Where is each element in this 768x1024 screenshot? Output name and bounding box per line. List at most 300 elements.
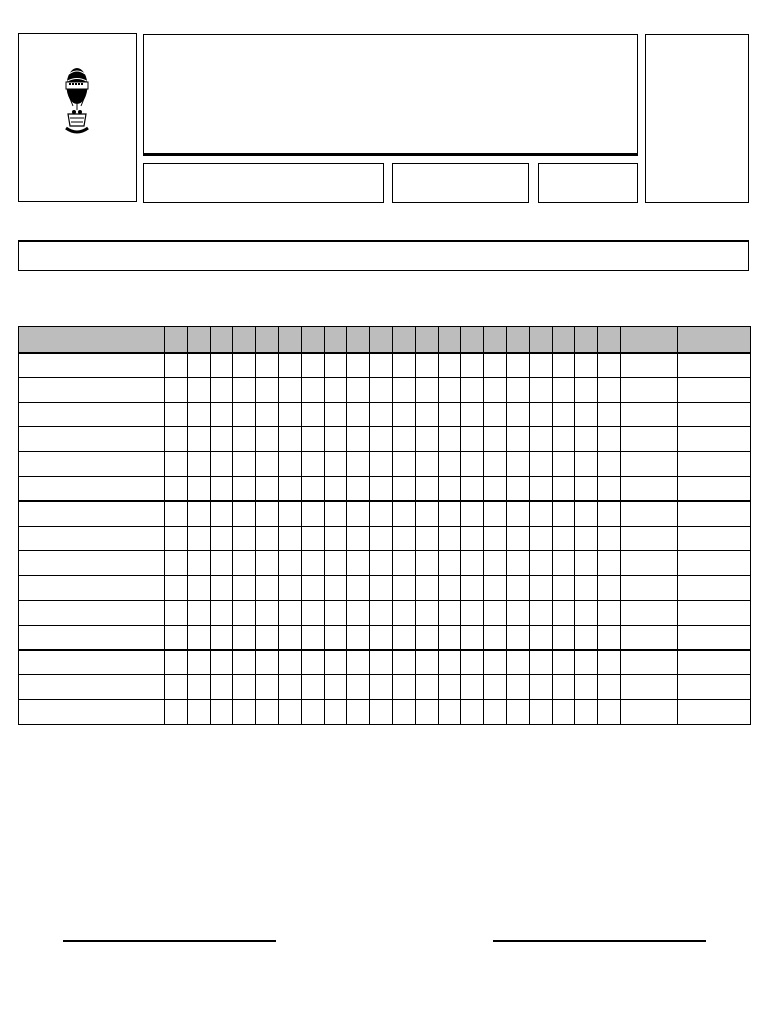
table-cell[interactable] [484,476,507,501]
table-cell[interactable] [529,476,552,501]
table-cell[interactable] [19,675,165,700]
table-cell[interactable] [598,576,621,601]
table-cell[interactable] [233,501,256,526]
table-cell[interactable] [370,402,393,427]
table-cell[interactable] [598,427,621,452]
table-cell[interactable] [552,576,575,601]
table-cell[interactable] [506,402,529,427]
table-cell[interactable] [210,402,233,427]
table-cell[interactable] [347,476,370,501]
table-cell[interactable] [620,377,677,402]
table-cell[interactable] [415,402,438,427]
table-cell[interactable] [165,675,188,700]
table-cell[interactable] [278,377,301,402]
table-cell[interactable] [392,551,415,576]
table-cell[interactable] [392,700,415,725]
table-cell[interactable] [529,576,552,601]
table-cell[interactable] [529,650,552,675]
table-cell[interactable] [301,600,324,625]
table-cell[interactable] [552,501,575,526]
table-cell[interactable] [233,551,256,576]
table-cell[interactable] [324,526,347,551]
table-cell[interactable] [324,576,347,601]
table-cell[interactable] [324,427,347,452]
table-cell[interactable] [529,675,552,700]
table-cell[interactable] [210,700,233,725]
table-cell[interactable] [347,700,370,725]
table-cell[interactable] [165,700,188,725]
table-cell[interactable] [438,427,461,452]
table-cell[interactable] [575,526,598,551]
table-cell[interactable] [187,650,210,675]
table-cell[interactable] [575,551,598,576]
table-cell[interactable] [484,377,507,402]
table-cell[interactable] [415,600,438,625]
table-cell[interactable] [461,353,484,378]
table-cell[interactable] [278,501,301,526]
table-cell[interactable] [256,576,279,601]
table-cell[interactable] [415,353,438,378]
table-cell[interactable] [620,427,677,452]
table-cell[interactable] [484,625,507,650]
table-cell[interactable] [324,402,347,427]
table-cell[interactable] [187,526,210,551]
table-cell[interactable] [233,600,256,625]
signature-line-right[interactable] [493,940,706,942]
table-cell[interactable] [415,650,438,675]
table-cell[interactable] [278,600,301,625]
table-cell[interactable] [256,675,279,700]
table-cell[interactable] [677,675,750,700]
table-cell[interactable] [278,650,301,675]
table-cell[interactable] [278,700,301,725]
table-cell[interactable] [415,501,438,526]
table-cell[interactable] [187,353,210,378]
table-cell[interactable] [415,700,438,725]
table-cell[interactable] [677,452,750,477]
table-cell[interactable] [19,576,165,601]
table-cell[interactable] [370,452,393,477]
table-cell[interactable] [620,700,677,725]
table-cell[interactable] [165,427,188,452]
table-cell[interactable] [392,625,415,650]
table-cell[interactable] [620,501,677,526]
table-cell[interactable] [506,476,529,501]
table-cell[interactable] [278,675,301,700]
table-cell[interactable] [484,600,507,625]
table-cell[interactable] [278,551,301,576]
table-cell[interactable] [210,476,233,501]
table-cell[interactable] [301,476,324,501]
table-cell[interactable] [461,452,484,477]
table-cell[interactable] [529,427,552,452]
table-cell[interactable] [347,551,370,576]
table-cell[interactable] [370,600,393,625]
table-cell[interactable] [210,452,233,477]
table-cell[interactable] [165,551,188,576]
table-cell[interactable] [506,625,529,650]
table-cell[interactable] [677,526,750,551]
table-cell[interactable] [370,650,393,675]
table-cell[interactable] [598,501,621,526]
table-cell[interactable] [484,650,507,675]
table-cell[interactable] [210,501,233,526]
table-cell[interactable] [165,501,188,526]
table-cell[interactable] [165,377,188,402]
table-cell[interactable] [438,402,461,427]
table-cell[interactable] [233,452,256,477]
table-cell[interactable] [392,650,415,675]
table-cell[interactable] [324,501,347,526]
table-cell[interactable] [19,600,165,625]
table-cell[interactable] [233,476,256,501]
table-cell[interactable] [165,353,188,378]
table-cell[interactable] [438,452,461,477]
table-cell[interactable] [324,675,347,700]
table-cell[interactable] [370,625,393,650]
table-cell[interactable] [506,576,529,601]
table-cell[interactable] [552,377,575,402]
table-cell[interactable] [19,427,165,452]
table-cell[interactable] [484,452,507,477]
table-cell[interactable] [347,452,370,477]
table-cell[interactable] [187,427,210,452]
table-cell[interactable] [438,551,461,576]
table-cell[interactable] [620,576,677,601]
table-cell[interactable] [233,353,256,378]
table-cell[interactable] [256,427,279,452]
table-cell[interactable] [529,600,552,625]
table-cell[interactable] [278,625,301,650]
table-cell[interactable] [19,402,165,427]
table-cell[interactable] [278,576,301,601]
table-cell[interactable] [210,650,233,675]
table-cell[interactable] [370,551,393,576]
table-cell[interactable] [506,600,529,625]
table-cell[interactable] [370,700,393,725]
table-cell[interactable] [529,402,552,427]
table-cell[interactable] [415,377,438,402]
table-cell[interactable] [438,377,461,402]
table-cell[interactable] [438,675,461,700]
table-cell[interactable] [620,650,677,675]
table-cell[interactable] [598,625,621,650]
table-cell[interactable] [575,700,598,725]
table-cell[interactable] [392,576,415,601]
table-cell[interactable] [165,476,188,501]
table-cell[interactable] [552,526,575,551]
table-cell[interactable] [256,600,279,625]
table-cell[interactable] [484,551,507,576]
table-cell[interactable] [598,551,621,576]
table-cell[interactable] [210,427,233,452]
table-cell[interactable] [677,600,750,625]
table-cell[interactable] [461,675,484,700]
header-field-a[interactable] [143,163,384,203]
table-cell[interactable] [165,402,188,427]
table-cell[interactable] [19,526,165,551]
table-cell[interactable] [324,377,347,402]
table-cell[interactable] [324,551,347,576]
table-cell[interactable] [415,476,438,501]
table-cell[interactable] [324,625,347,650]
table-cell[interactable] [370,576,393,601]
table-cell[interactable] [210,526,233,551]
table-cell[interactable] [415,452,438,477]
table-cell[interactable] [598,650,621,675]
table-cell[interactable] [506,551,529,576]
table-cell[interactable] [187,402,210,427]
table-cell[interactable] [598,476,621,501]
table-cell[interactable] [347,576,370,601]
table-cell[interactable] [187,600,210,625]
table-cell[interactable] [620,452,677,477]
table-cell[interactable] [506,650,529,675]
table-cell[interactable] [19,353,165,378]
table-cell[interactable] [256,501,279,526]
table-cell[interactable] [187,675,210,700]
table-cell[interactable] [324,650,347,675]
table-cell[interactable] [301,402,324,427]
table-cell[interactable] [529,526,552,551]
table-cell[interactable] [461,625,484,650]
table-cell[interactable] [506,700,529,725]
table-cell[interactable] [506,675,529,700]
table-cell[interactable] [187,476,210,501]
table-cell[interactable] [256,353,279,378]
table-cell[interactable] [620,526,677,551]
table-cell[interactable] [278,402,301,427]
table-cell[interactable] [575,625,598,650]
table-cell[interactable] [392,476,415,501]
table-cell[interactable] [461,476,484,501]
table-cell[interactable] [575,353,598,378]
table-cell[interactable] [461,427,484,452]
table-cell[interactable] [165,576,188,601]
table-cell[interactable] [233,675,256,700]
table-cell[interactable] [392,353,415,378]
table-cell[interactable] [529,700,552,725]
table-cell[interactable] [301,501,324,526]
table-cell[interactable] [19,625,165,650]
table-cell[interactable] [598,452,621,477]
table-cell[interactable] [506,526,529,551]
table-cell[interactable] [233,526,256,551]
table-cell[interactable] [324,452,347,477]
table-cell[interactable] [210,675,233,700]
table-cell[interactable] [278,476,301,501]
table-cell[interactable] [19,700,165,725]
table-cell[interactable] [677,427,750,452]
table-cell[interactable] [620,675,677,700]
table-cell[interactable] [256,551,279,576]
table-cell[interactable] [484,526,507,551]
table-cell[interactable] [552,700,575,725]
table-cell[interactable] [552,476,575,501]
table-cell[interactable] [370,526,393,551]
table-cell[interactable] [370,501,393,526]
table-cell[interactable] [347,427,370,452]
table-cell[interactable] [370,377,393,402]
table-cell[interactable] [677,353,750,378]
table-cell[interactable] [187,452,210,477]
table-cell[interactable] [484,402,507,427]
table-cell[interactable] [301,675,324,700]
table-cell[interactable] [677,650,750,675]
table-cell[interactable] [165,650,188,675]
table-cell[interactable] [552,402,575,427]
table-cell[interactable] [575,427,598,452]
table-cell[interactable] [19,377,165,402]
table-cell[interactable] [165,625,188,650]
table-cell[interactable] [598,600,621,625]
table-cell[interactable] [484,427,507,452]
table-cell[interactable] [438,576,461,601]
table-cell[interactable] [392,501,415,526]
table-cell[interactable] [415,625,438,650]
table-cell[interactable] [347,650,370,675]
table-cell[interactable] [552,427,575,452]
table-cell[interactable] [598,402,621,427]
table-cell[interactable] [187,700,210,725]
table-cell[interactable] [19,551,165,576]
table-cell[interactable] [301,700,324,725]
table-cell[interactable] [506,377,529,402]
table-cell[interactable] [187,551,210,576]
table-cell[interactable] [347,625,370,650]
table-cell[interactable] [677,501,750,526]
table-cell[interactable] [187,625,210,650]
table-cell[interactable] [575,402,598,427]
table-cell[interactable] [677,377,750,402]
table-cell[interactable] [461,526,484,551]
table-cell[interactable] [187,377,210,402]
table-cell[interactable] [256,700,279,725]
table-cell[interactable] [438,700,461,725]
table-cell[interactable] [461,576,484,601]
table-cell[interactable] [484,501,507,526]
table-cell[interactable] [187,501,210,526]
table-cell[interactable] [256,402,279,427]
table-cell[interactable] [392,402,415,427]
table-cell[interactable] [278,427,301,452]
table-cell[interactable] [256,476,279,501]
table-cell[interactable] [347,526,370,551]
table-cell[interactable] [677,402,750,427]
table-cell[interactable] [552,452,575,477]
table-cell[interactable] [575,476,598,501]
table-cell[interactable] [677,551,750,576]
table-cell[interactable] [392,452,415,477]
table-cell[interactable] [620,353,677,378]
table-cell[interactable] [620,600,677,625]
table-cell[interactable] [256,452,279,477]
table-cell[interactable] [347,377,370,402]
table-cell[interactable] [324,476,347,501]
table-cell[interactable] [347,402,370,427]
table-cell[interactable] [461,650,484,675]
table-cell[interactable] [256,625,279,650]
table-cell[interactable] [415,551,438,576]
table-cell[interactable] [233,402,256,427]
table-cell[interactable] [210,551,233,576]
table-cell[interactable] [278,353,301,378]
table-cell[interactable] [552,625,575,650]
table-cell[interactable] [392,600,415,625]
table-cell[interactable] [552,551,575,576]
table-cell[interactable] [461,600,484,625]
table-cell[interactable] [301,452,324,477]
table-cell[interactable] [210,576,233,601]
table-cell[interactable] [598,675,621,700]
header-field-c[interactable] [538,163,638,203]
table-cell[interactable] [233,576,256,601]
table-cell[interactable] [529,625,552,650]
table-cell[interactable] [677,625,750,650]
table-cell[interactable] [529,452,552,477]
table-cell[interactable] [438,476,461,501]
table-cell[interactable] [620,476,677,501]
table-cell[interactable] [529,551,552,576]
table-cell[interactable] [301,526,324,551]
table-cell[interactable] [210,353,233,378]
table-cell[interactable] [370,675,393,700]
table-cell[interactable] [278,452,301,477]
table-cell[interactable] [677,700,750,725]
table-cell[interactable] [461,501,484,526]
table-cell[interactable] [301,353,324,378]
table-cell[interactable] [210,377,233,402]
table-cell[interactable] [598,377,621,402]
table-cell[interactable] [598,353,621,378]
table-cell[interactable] [552,650,575,675]
table-cell[interactable] [529,377,552,402]
table-cell[interactable] [392,675,415,700]
header-field-b[interactable] [392,163,529,203]
signature-line-left[interactable] [63,940,276,942]
table-cell[interactable] [620,625,677,650]
table-cell[interactable] [256,526,279,551]
table-cell[interactable] [324,600,347,625]
table-cell[interactable] [256,377,279,402]
table-cell[interactable] [187,576,210,601]
table-cell[interactable] [19,650,165,675]
table-cell[interactable] [415,675,438,700]
table-cell[interactable] [370,353,393,378]
table-cell[interactable] [301,551,324,576]
table-cell[interactable] [392,427,415,452]
table-cell[interactable] [301,625,324,650]
table-cell[interactable] [347,600,370,625]
table-cell[interactable] [575,675,598,700]
table-cell[interactable] [529,353,552,378]
table-cell[interactable] [438,501,461,526]
table-cell[interactable] [620,402,677,427]
table-cell[interactable] [620,551,677,576]
table-cell[interactable] [370,427,393,452]
table-cell[interactable] [438,650,461,675]
table-cell[interactable] [552,600,575,625]
table-cell[interactable] [278,526,301,551]
table-cell[interactable] [575,501,598,526]
table-cell[interactable] [598,700,621,725]
table-cell[interactable] [506,353,529,378]
table-cell[interactable] [233,377,256,402]
table-cell[interactable] [575,576,598,601]
table-cell[interactable] [438,625,461,650]
table-cell[interactable] [19,452,165,477]
table-cell[interactable] [301,576,324,601]
